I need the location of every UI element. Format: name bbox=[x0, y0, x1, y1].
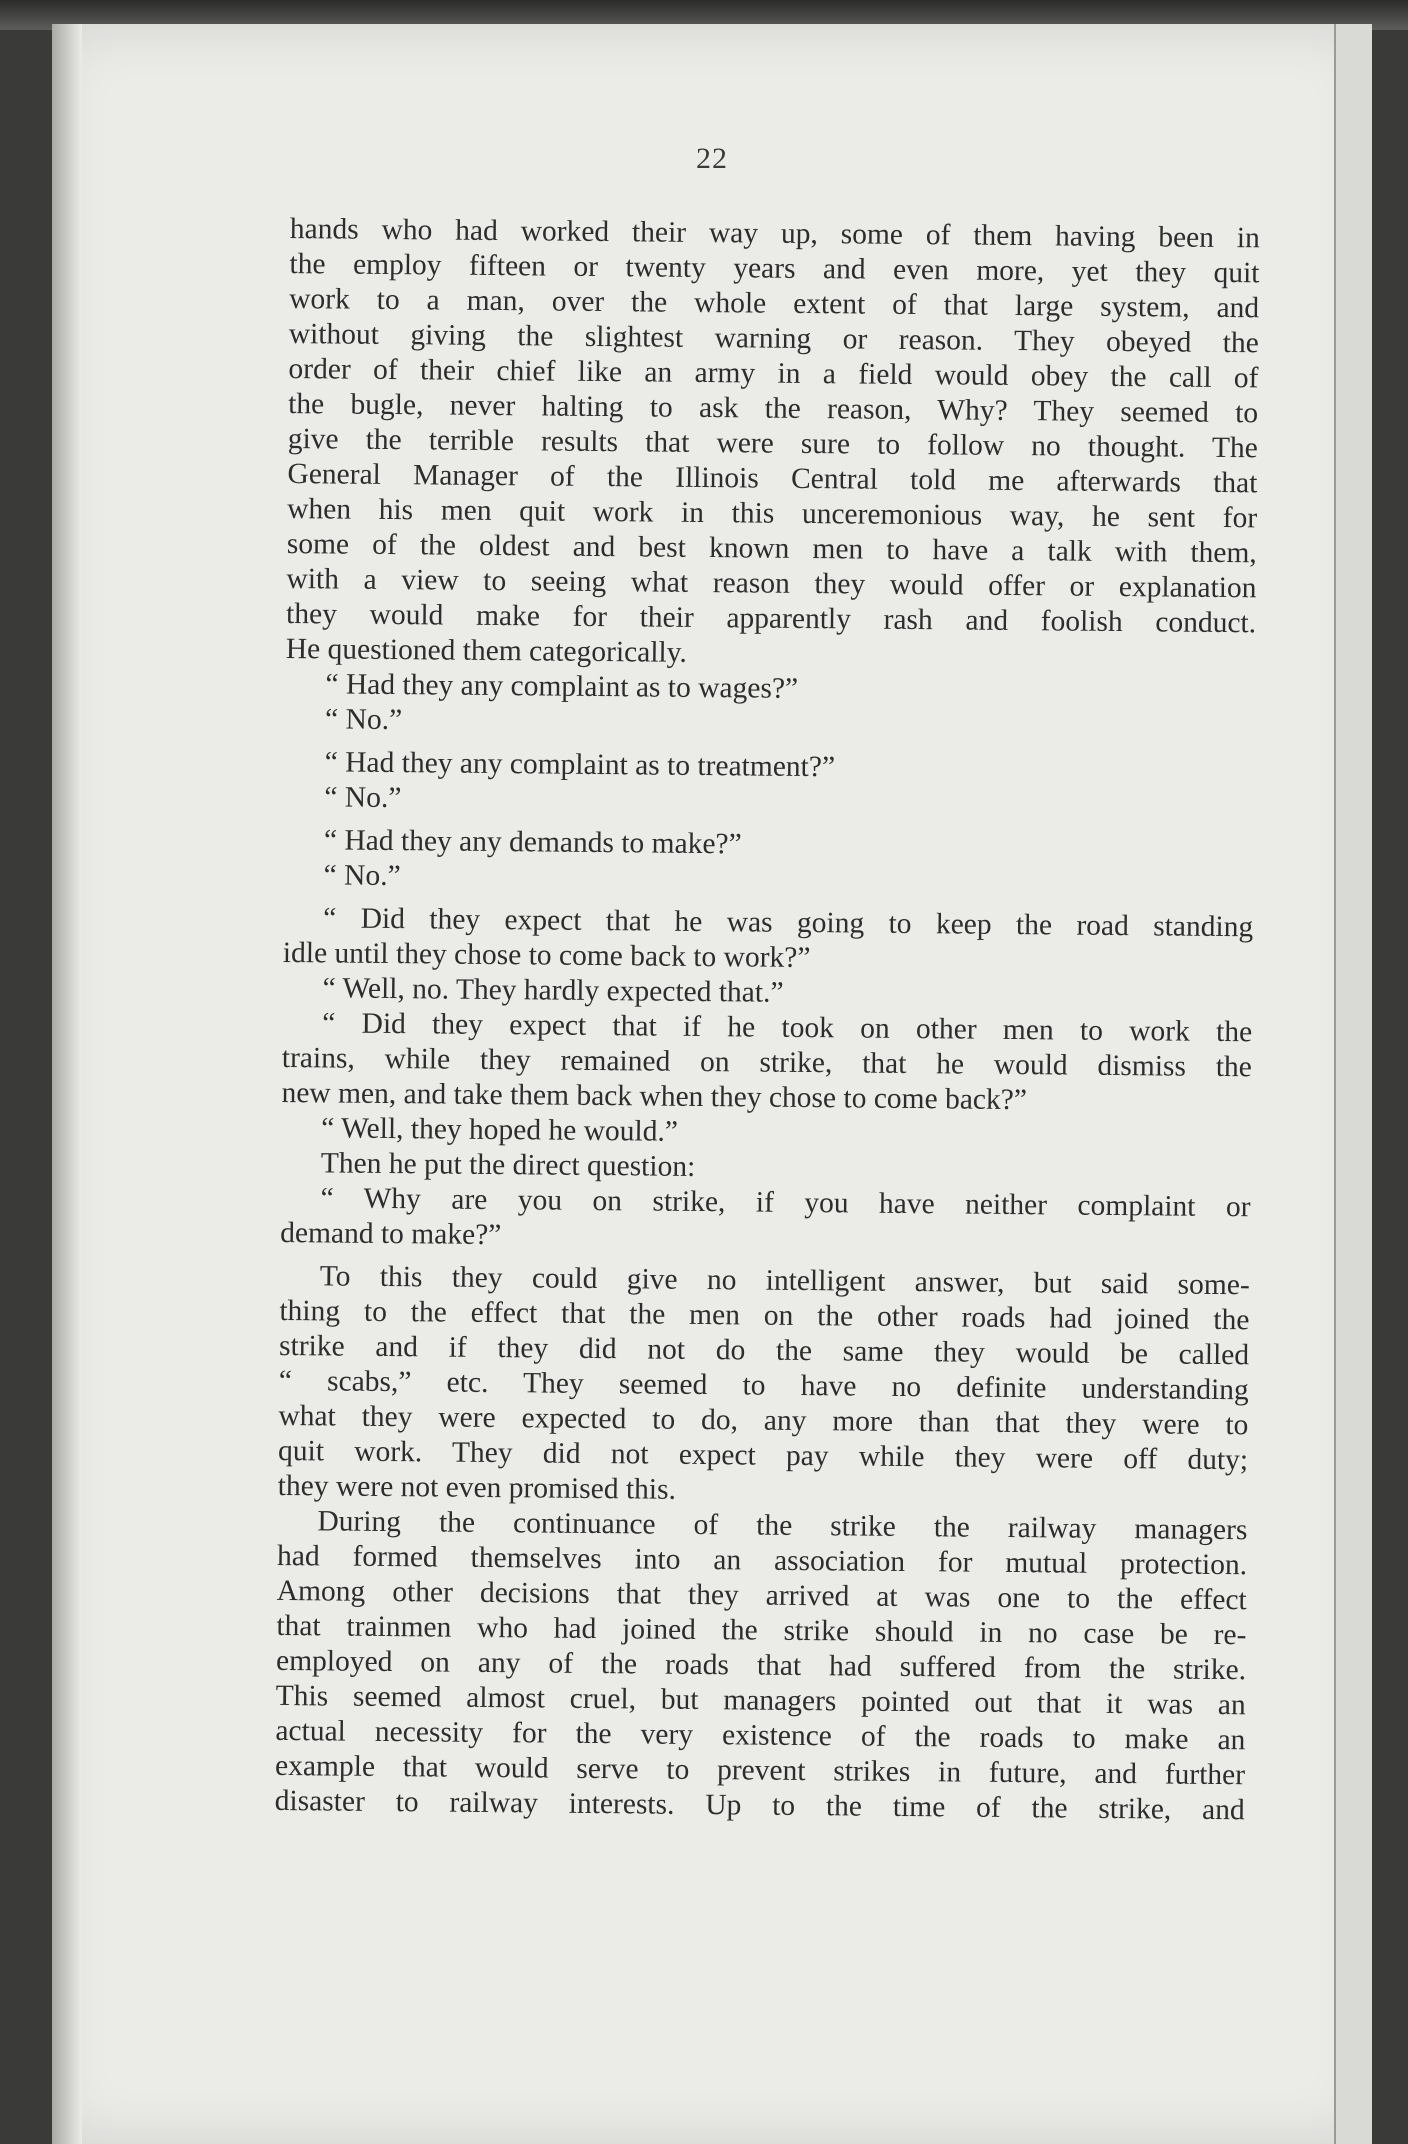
text-line: This seemed almost cruel, but managers pointed out that it was an bbox=[275, 1679, 1246, 1722]
text-line: “ Had they any complaint as to wages?” bbox=[325, 668, 799, 705]
text-line: without giving the slightest warning or reason. They obeyed the bbox=[288, 317, 1259, 360]
text-line: disaster to railway interests. Up to the time of the strike, and bbox=[274, 1784, 1245, 1827]
text-line: had formed themselves into an association for mutual protection. bbox=[276, 1539, 1248, 1582]
text-line: that trainmen who had joined the strike should in no case be re- bbox=[276, 1609, 1247, 1652]
text-line: some of the oldest and best known men to have a talk with them, bbox=[286, 527, 1257, 570]
text-line: new men, and take them back when they chose to come back?” bbox=[281, 1076, 1028, 1117]
text-line: “ Had they any complaint as to treatment?” bbox=[324, 746, 836, 784]
text-line: “ No.” bbox=[323, 859, 401, 893]
text-line: work to a man, over the whole extent of that large system, and bbox=[289, 282, 1260, 325]
text-line: “ Had they any demands to make?” bbox=[323, 824, 742, 861]
text-line: strike and if they did not do the same they would be called bbox=[278, 1329, 1250, 1372]
text-line: thing to the effect that the men on the other roads had joined the bbox=[279, 1294, 1250, 1337]
text-line: “ Well, they hoped he would.” bbox=[321, 1112, 679, 1148]
text-line: demand to make?” bbox=[280, 1216, 502, 1252]
adjacent-page-edge bbox=[1334, 24, 1372, 2144]
text-line: Among other decisions that they arrived at was one to the effect bbox=[276, 1574, 1247, 1617]
text-line: General Manager of the Illinois Central told me afterwards that bbox=[287, 457, 1258, 500]
text-line: quit work. They did not expect pay while they were off duty; bbox=[277, 1434, 1249, 1477]
text-line: “ No.” bbox=[324, 703, 403, 737]
text-line: “ Did they expect that if he took on other men to work the bbox=[322, 1007, 1253, 1049]
text-line: To this they could give no intelligent answer, but said some- bbox=[319, 1260, 1250, 1302]
text-line: they were not even promised this. bbox=[277, 1469, 677, 1506]
page-number: 22 bbox=[696, 142, 728, 175]
text-line: “ scabs,” etc. They seemed to have no definite understanding bbox=[278, 1364, 1249, 1407]
text-line: During the continuance of the strike the railway managers bbox=[317, 1505, 1248, 1547]
text-line: hands who had worked their way up, some of them having been in bbox=[289, 212, 1260, 255]
text-line: what they were expected to do, any more than that they were to bbox=[278, 1399, 1249, 1442]
text-line: example that would serve to prevent strikes in future, and further bbox=[274, 1749, 1246, 1792]
text-line: “ Why are you on strike, if you have neither complaint or bbox=[320, 1182, 1251, 1224]
binding-shadow bbox=[52, 24, 82, 2144]
book-page bbox=[52, 24, 1372, 2144]
text-line: the bugle, never halting to ask the reason, Why? They seemed to bbox=[288, 387, 1259, 430]
text-line: give the terrible results that were sure to follow no thought. The bbox=[287, 422, 1258, 465]
text-line: “ Did they expect that he was going to keep the road standing bbox=[323, 902, 1254, 944]
text-line: when his men quit work in this unceremonious way, he sent for bbox=[286, 492, 1258, 535]
text-line: they would make for their apparently rash and foolish conduct. bbox=[285, 597, 1257, 640]
text-line: trains, while they remained on strike, that he would dismiss the bbox=[281, 1041, 1252, 1084]
body-text bbox=[275, 212, 1260, 1828]
text-line: He questioned them categorically. bbox=[285, 632, 688, 669]
text-line: idle until they chose to come back to work?” bbox=[282, 936, 811, 975]
text-line: “ Well, no. They hardly expected that.” bbox=[322, 972, 784, 1009]
text-line: the employ fifteen or twenty years and even more, yet they quit bbox=[289, 247, 1260, 290]
text-line: “ No.” bbox=[324, 781, 402, 815]
text-line: with a view to seeing what reason they would offer or explanation bbox=[286, 562, 1257, 605]
text-line: actual necessity for the very existence of the roads to make an bbox=[275, 1714, 1246, 1757]
text-line: Then he put the direct question: bbox=[320, 1147, 696, 1183]
text-line: order of their chief like an army in a field would obey the call of bbox=[288, 352, 1259, 395]
text-line: employed on any of the roads that had suffered from the strike. bbox=[275, 1644, 1247, 1687]
